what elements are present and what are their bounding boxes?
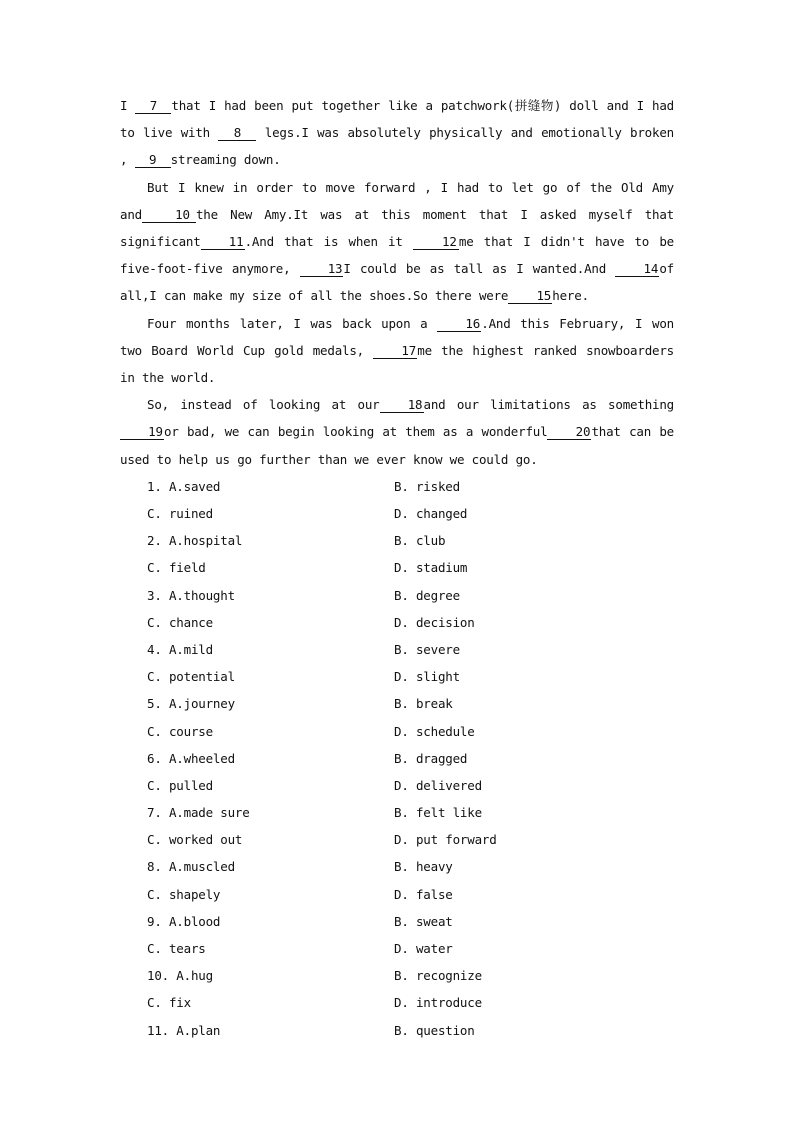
option-right[interactable]: B. club bbox=[394, 533, 446, 549]
option-right[interactable]: D. put forward bbox=[394, 832, 497, 848]
option-left[interactable]: 4. A.mild bbox=[147, 641, 213, 657]
option-row bbox=[120, 962, 674, 989]
option-row bbox=[120, 554, 674, 581]
chinese-gloss: 拼缝物 bbox=[514, 98, 554, 113]
passage-text: .And that is when it bbox=[244, 234, 413, 250]
option-right[interactable]: B. heavy bbox=[394, 859, 453, 875]
option-row bbox=[120, 881, 674, 908]
option-row bbox=[120, 609, 674, 636]
option-left[interactable]: 5. A.journey bbox=[147, 696, 235, 712]
option-right[interactable]: B. risked bbox=[394, 478, 460, 494]
option-row bbox=[120, 799, 674, 826]
option-right[interactable]: D. water bbox=[394, 941, 453, 957]
passage-text: I could be as tall as I wanted.And bbox=[343, 261, 616, 277]
option-left[interactable]: 1. A.saved bbox=[147, 478, 221, 494]
option-left[interactable]: C. shapely bbox=[147, 886, 221, 902]
option-left[interactable]: 10. A.hug bbox=[147, 968, 213, 984]
option-row bbox=[120, 935, 674, 962]
passage-text: or bad, we can begin looking at them as a wonderful bbox=[164, 424, 548, 440]
option-left[interactable]: C. pulled bbox=[147, 777, 213, 793]
passage-text: legs.I was absolutely physically and emotionally broken , bbox=[120, 125, 674, 168]
option-row bbox=[120, 772, 674, 799]
passage-text: So, instead of looking at our bbox=[147, 397, 380, 413]
option-right[interactable]: B. question bbox=[394, 1022, 475, 1038]
passage-text: and our limitations as something bbox=[423, 397, 674, 413]
option-right[interactable]: B. felt like bbox=[394, 805, 482, 821]
answer-options bbox=[120, 473, 674, 1044]
blank-8: 8 bbox=[218, 126, 256, 141]
blank-9: 9 bbox=[135, 153, 171, 168]
passage-text: me that I didn't have to be five-foot-five anymore, bbox=[120, 234, 674, 277]
passage-text: .And this February, I won two Board World Cup gold medals, bbox=[120, 315, 674, 358]
option-row bbox=[120, 500, 674, 527]
option-left[interactable]: 3. A.thought bbox=[147, 587, 235, 603]
passage-text: I bbox=[120, 98, 136, 113]
passage-paragraph bbox=[120, 310, 674, 392]
option-row bbox=[120, 826, 674, 853]
option-right[interactable]: D. false bbox=[394, 886, 453, 902]
option-right[interactable]: D. stadium bbox=[394, 560, 468, 576]
option-right[interactable]: D. introduce bbox=[394, 995, 482, 1011]
blank-18: 18 bbox=[380, 398, 424, 413]
option-row bbox=[120, 853, 674, 880]
option-right[interactable]: B. sweat bbox=[394, 913, 453, 929]
option-left[interactable]: 8. A.muscled bbox=[147, 859, 235, 875]
blank-15: 15 bbox=[508, 289, 552, 304]
option-left[interactable]: C. ruined bbox=[147, 506, 213, 522]
option-right[interactable]: B. severe bbox=[394, 641, 460, 657]
passage-paragraph bbox=[120, 92, 674, 174]
passage-text: the New Amy.It was at this moment that I asked myself that significant bbox=[120, 206, 674, 250]
blank-12: 12 bbox=[413, 235, 459, 250]
blank-20: 20 bbox=[547, 425, 591, 440]
blank-10: 10 bbox=[142, 208, 196, 223]
passage-text: ) doll and I had to live with bbox=[120, 98, 674, 141]
blank-7: 7 bbox=[135, 99, 171, 114]
option-left[interactable]: 7. A.made sure bbox=[147, 805, 250, 821]
option-left[interactable]: C. tears bbox=[147, 941, 206, 957]
document-page bbox=[120, 92, 674, 1044]
blank-16: 16 bbox=[437, 317, 481, 332]
passage-paragraph bbox=[120, 174, 674, 310]
blank-19: 19 bbox=[120, 425, 164, 440]
option-row bbox=[120, 718, 674, 745]
blank-17: 17 bbox=[373, 344, 417, 359]
option-left[interactable]: 9. A.blood bbox=[147, 913, 221, 929]
option-row bbox=[120, 1017, 674, 1044]
passage-text: that can be used to help us go further than we ever know we could go. bbox=[120, 424, 675, 467]
option-left[interactable]: C. potential bbox=[147, 669, 235, 685]
option-right[interactable]: D. changed bbox=[394, 506, 468, 522]
blank-11: 11 bbox=[201, 235, 245, 250]
option-row bbox=[120, 473, 674, 500]
passage-text: here. bbox=[552, 288, 589, 304]
option-row bbox=[120, 663, 674, 690]
cloze-passage bbox=[120, 92, 674, 473]
passage-text: But I knew in order to move forward , I had to let go of the Old Amy and bbox=[120, 179, 674, 222]
passage-text: me the highest ranked snowboarders in the world. bbox=[120, 342, 674, 386]
blank-14: 14 bbox=[615, 262, 659, 277]
passage-paragraph bbox=[120, 391, 674, 473]
option-left[interactable]: 11. A.plan bbox=[147, 1022, 221, 1038]
option-row bbox=[120, 989, 674, 1016]
blank-13: 13 bbox=[300, 262, 344, 277]
option-right[interactable]: B. dragged bbox=[394, 750, 468, 766]
option-right[interactable]: B. degree bbox=[394, 587, 460, 603]
option-left[interactable]: C. field bbox=[147, 560, 206, 576]
passage-text: streaming down. bbox=[170, 152, 281, 168]
option-row bbox=[120, 908, 674, 935]
option-left[interactable]: 2. A.hospital bbox=[147, 533, 243, 549]
option-right[interactable]: D. slight bbox=[394, 669, 460, 685]
option-right[interactable]: D. delivered bbox=[394, 777, 482, 793]
option-right[interactable]: B. break bbox=[394, 696, 453, 712]
option-row bbox=[120, 636, 674, 663]
option-row bbox=[120, 582, 674, 609]
option-left[interactable]: 6. A.wheeled bbox=[147, 750, 235, 766]
passage-text: that I had been put together like a patchwork( bbox=[171, 98, 515, 113]
option-row bbox=[120, 745, 674, 772]
option-left[interactable]: C. worked out bbox=[147, 832, 243, 848]
option-right[interactable]: D. schedule bbox=[394, 723, 475, 739]
option-right[interactable]: B. recognize bbox=[394, 968, 482, 984]
option-row bbox=[120, 690, 674, 717]
option-left[interactable]: C. chance bbox=[147, 614, 213, 630]
passage-text: of all,I can make my size of all the shoes.So there were bbox=[120, 261, 674, 304]
option-right[interactable]: D. decision bbox=[394, 614, 475, 630]
option-row bbox=[120, 527, 674, 554]
option-left[interactable]: C. fix bbox=[147, 995, 191, 1011]
option-left[interactable]: C. course bbox=[147, 723, 213, 739]
passage-text: Four months later, I was back upon a bbox=[147, 315, 438, 331]
